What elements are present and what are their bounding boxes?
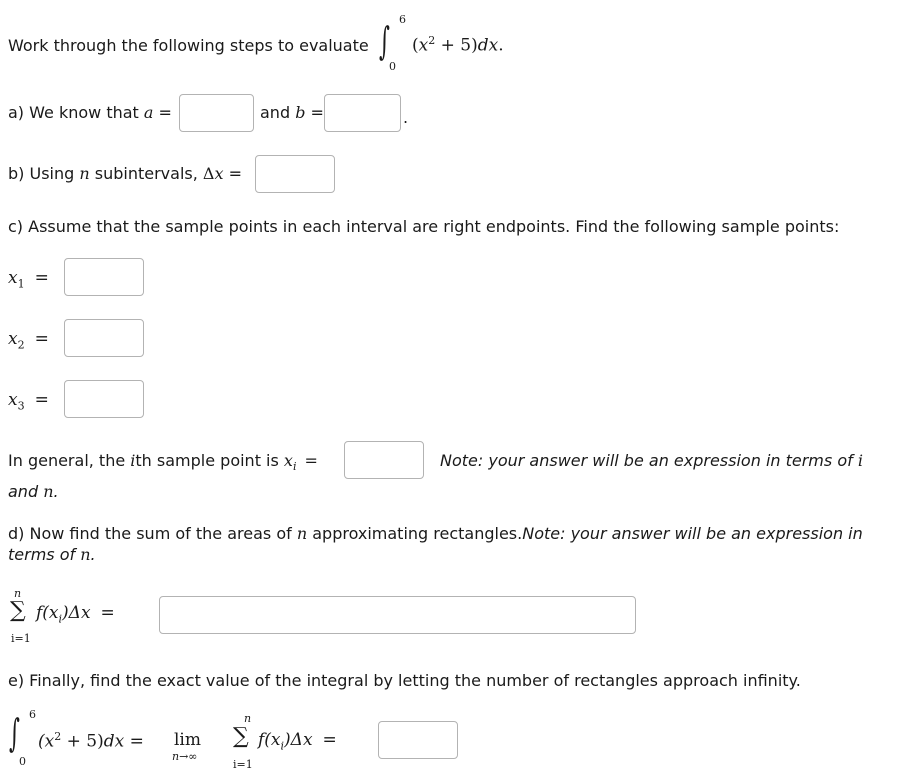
part-b-label: b) Using n subintervals, Δx =	[8, 164, 242, 183]
integral-sign: ∫	[379, 19, 390, 63]
sum-upper-limit: n	[14, 587, 22, 600]
sum-lower-limit: i=1	[11, 632, 31, 645]
part-a-period: .	[403, 108, 409, 127]
integral-integrand: $(x^2 + 5)dx$.	[412, 34, 504, 56]
integral-value-input[interactable]	[378, 721, 458, 759]
xi-input[interactable]	[344, 441, 424, 479]
integral-e-upper-limit: 6	[29, 708, 36, 721]
lim-label: lim	[174, 730, 201, 750]
sigma-icon: ∑	[10, 598, 26, 623]
delta-x-input[interactable]	[255, 155, 335, 193]
integral-e-expression: $(x^2 + 5)dx$ =	[38, 730, 144, 752]
general-sample-label: In general, the ith sample point is $x_i$ =	[8, 451, 318, 474]
x1-label: $x_1$ =	[8, 268, 49, 291]
x1-input[interactable]	[64, 258, 144, 296]
sum-e-lower-limit: i=1	[233, 758, 253, 771]
x3-label: $x_3$ =	[8, 390, 49, 413]
a-input[interactable]	[179, 94, 254, 132]
general-note-cont: and n.	[8, 482, 59, 501]
part-d-text: d) Now find the sum of the areas of n approximating rectangles.Note: your answer will be an expression in	[8, 524, 863, 543]
general-note: Note: your answer will be an expression in terms of i	[440, 451, 863, 470]
sigma-e-icon: ∑	[233, 724, 249, 749]
part-e-text: e) Finally, find the exact value of the integral by letting the number of rectangles approach infinity.	[8, 671, 801, 690]
integral-sign-e: ∫	[9, 711, 20, 755]
sum-e-upper-limit: n	[244, 712, 252, 725]
sum-e-expression: $f(x_i)\Delta x$ =	[258, 730, 337, 753]
riemann-sum-input[interactable]	[159, 596, 636, 634]
x2-label: $x_2$ =	[8, 329, 49, 352]
x2-input[interactable]	[64, 319, 144, 357]
integral-upper-limit: 6	[399, 13, 406, 26]
x3-input[interactable]	[64, 380, 144, 418]
sum-expression: $f(x_i)\Delta x$ =	[36, 603, 115, 626]
b-input[interactable]	[324, 94, 401, 132]
integral-lower-limit: 0	[389, 60, 396, 73]
part-a-label: a) We know that a =	[8, 103, 172, 122]
integral-e-lower-limit: 0	[19, 755, 26, 768]
lim-subscript: n→∞	[172, 750, 198, 763]
part-a-and-b-label: and b =	[260, 103, 324, 122]
part-d-note-cont: terms of n.	[8, 545, 96, 564]
part-c-text: c) Assume that the sample points in each interval are right endpoints. Find the following sample points:	[8, 217, 840, 236]
intro-text: Work through the following steps to evaluate	[8, 36, 369, 55]
